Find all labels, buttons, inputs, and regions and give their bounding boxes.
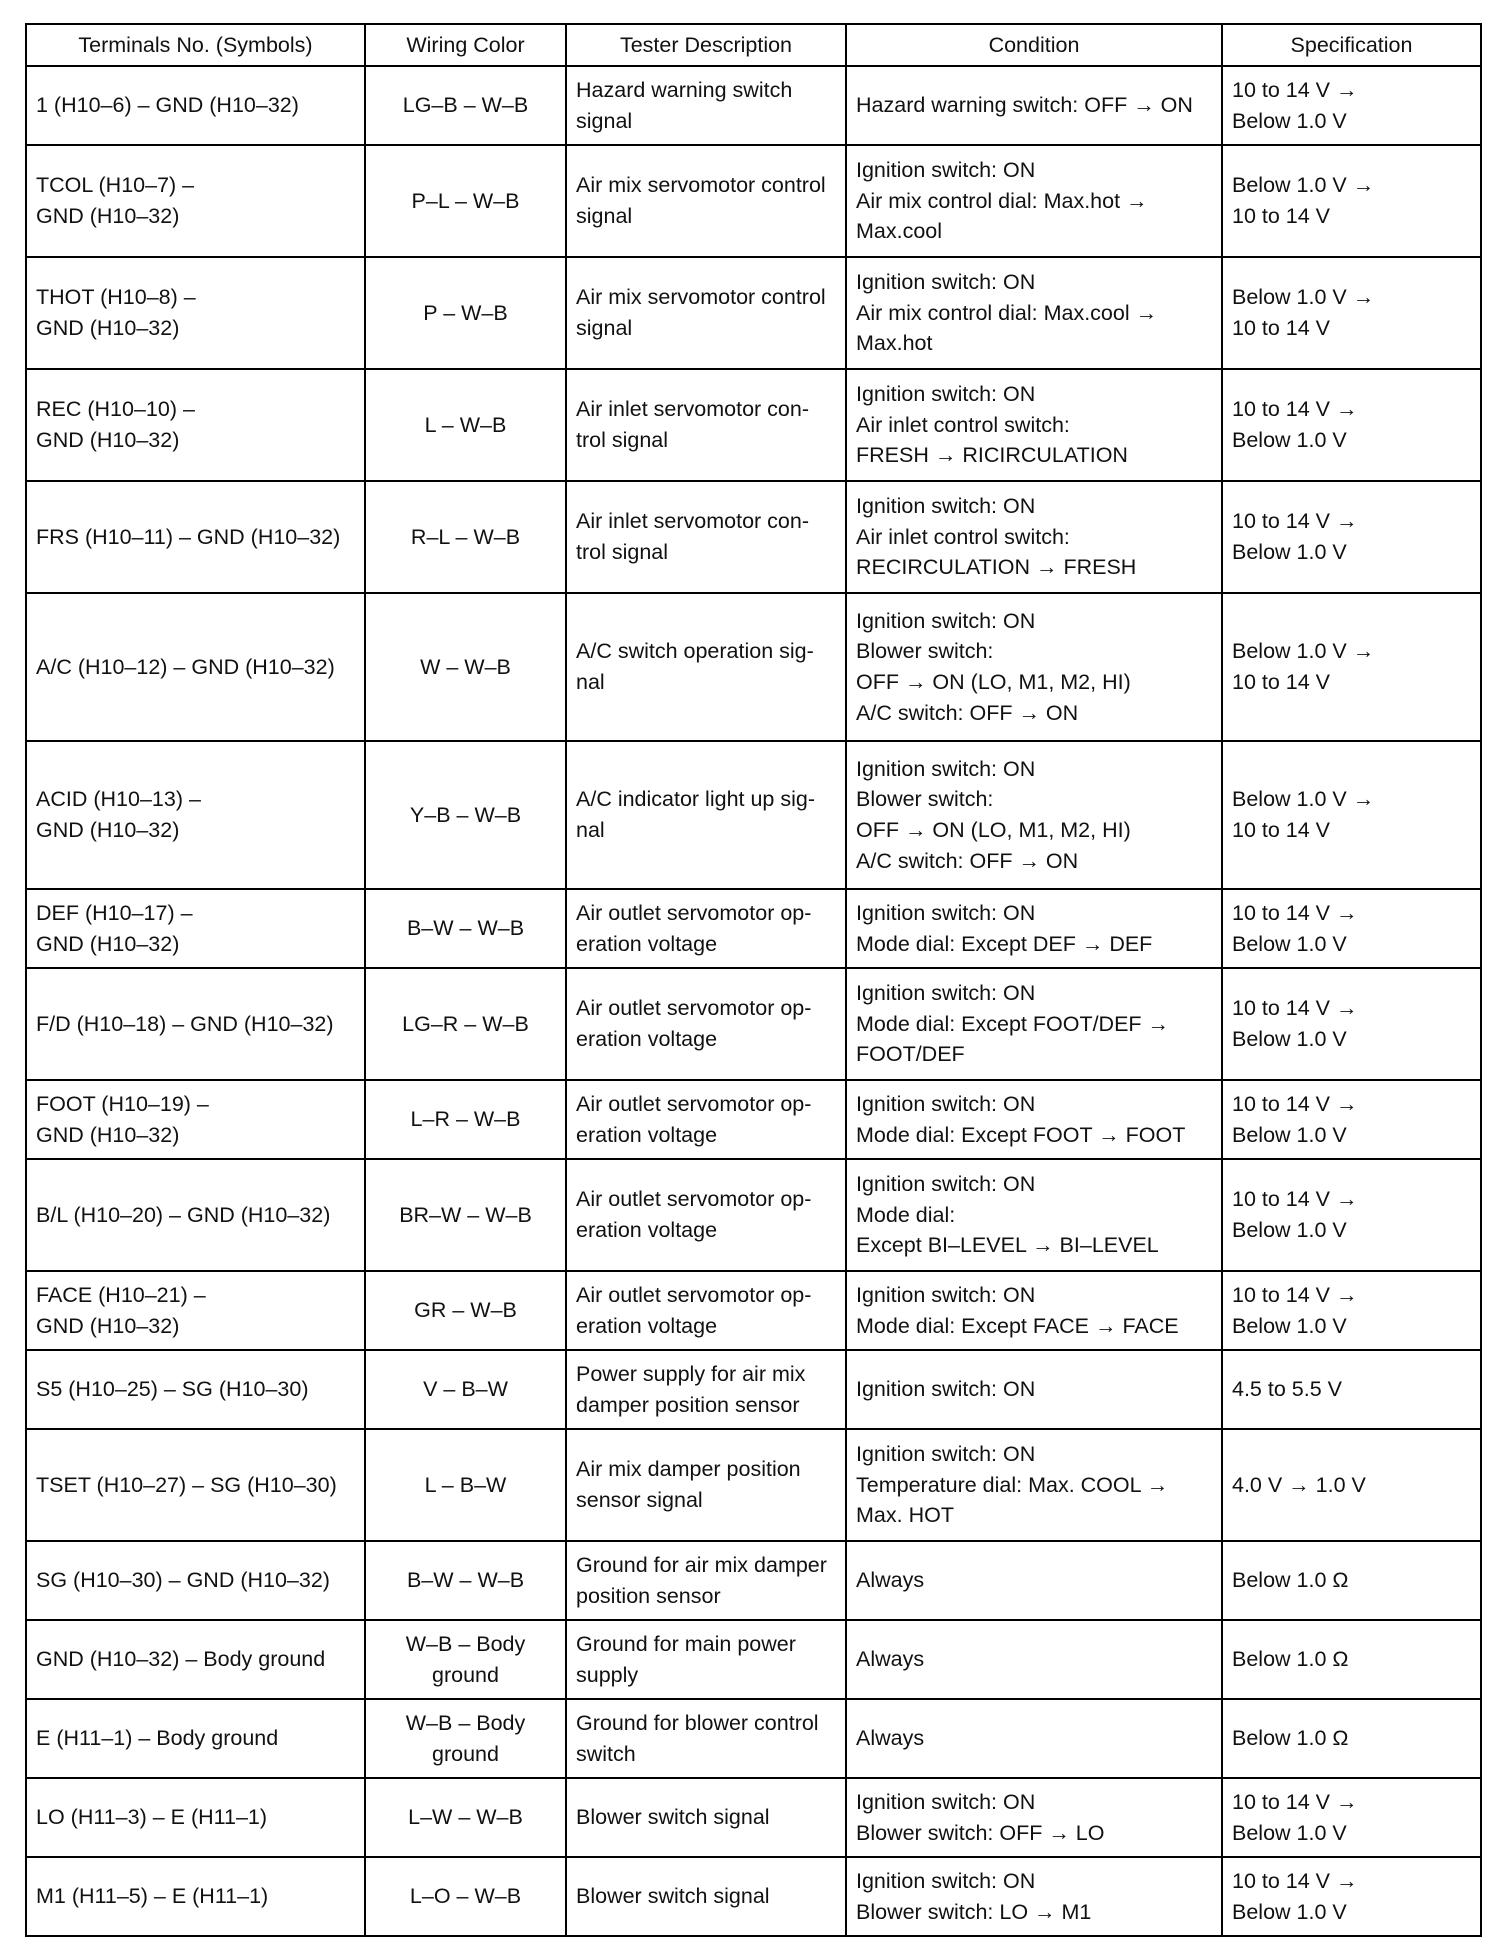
wiring-color-cell-line: W–B – Body [405,1631,526,1656]
tester-description-cell [566,1350,846,1429]
tester-description-cell [566,741,846,889]
terminal-cell [26,369,365,481]
specification-cell [1222,145,1481,257]
condition-cell-line: A/C switch: OFF → ON [856,700,1079,725]
terminal-cell-line: ACID (H10–13) – [36,787,201,812]
tester-description-cell-line: eration voltage [576,1313,718,1338]
wiring-color-cell-line: LG–B – W–B [402,93,529,118]
terminal-cell [26,257,365,369]
specification-cell [1222,1429,1481,1541]
condition-cell-line: Mode dial: Except FACE → FACE [856,1313,1179,1338]
tester-description-cell-line: eration voltage [576,1027,718,1051]
tester-description-cell-line: eration voltage [576,931,718,956]
wiring-color-cell-line: BR–W – W–B [399,1202,532,1227]
wiring-color-cell-line: GR – W–B [414,1298,517,1323]
specification-cell-line: 4.5 to 5.5 V [1232,1377,1342,1402]
condition-cell-line: Blower switch: [856,639,994,664]
tester-description-cell-line: sensor signal [576,1488,703,1512]
condition-cell [846,481,1222,593]
condition-cell-line: Always [856,1726,925,1751]
specification-cell-line: Below 1.0 Ω [1232,1647,1349,1672]
condition-cell-line: Max.hot [856,331,933,356]
table-row [26,1429,1481,1541]
tester-description-cell-line: eration voltage [576,1218,718,1242]
condition-cell-line: RECIRCULATION → FRESH [856,555,1137,580]
tester-description-cell-line: Air inlet servomotor con- [576,509,809,534]
table-row [26,1350,1481,1429]
wiring-color-cell [365,1080,566,1159]
tester-description-cell-line: Air inlet servomotor con- [576,397,809,422]
condition-cell [846,1271,1222,1350]
tester-description-cell-line: Hazard warning switch [576,77,793,102]
specification-cell [1222,1159,1481,1271]
wiring-color-cell-line: R–L – W–B [410,524,521,549]
terminal-cell-line: THOT (H10–8) – [36,285,196,310]
table-row [26,741,1481,889]
tester-description-cell-line: Ground for air mix damper [576,1552,827,1577]
terminal-cell-line: E (H11–1) – Body ground [36,1726,279,1751]
tester-description-cell-line: trol signal [576,540,669,564]
condition-cell-line: Blower switch: [856,787,994,812]
table-row [26,889,1481,968]
tester-description-cell [566,1857,846,1936]
specification-cell-line: Below 1.0 V → [1232,787,1375,812]
table-row [26,66,1481,145]
terminal-cell [26,889,365,968]
terminal-cell-line: REC (H10–10) – [36,397,195,422]
specification-cell-line: Below 1.0 Ω [1232,1726,1349,1751]
condition-cell-line: Ignition switch: ON [856,900,1036,925]
terminal-cell-line: GND (H10–32) [36,1313,180,1338]
wiring-color-cell-line: L–O – W–B [409,1884,522,1909]
tester-description-cell-line: A/C switch operation sig- [576,639,814,664]
tester-description-cell [566,1620,846,1699]
terminal-cell-line: S5 (H10–25) – SG (H10–30) [36,1377,309,1402]
specification-cell-line: 10 to 14 V → [1232,996,1358,1021]
specification-cell-line: 10 to 14 V → [1232,509,1358,534]
tester-description-cell-line: signal [576,204,633,228]
tester-description-cell-line: Ground for blower control [576,1710,819,1735]
condition-cell [846,1080,1222,1159]
terminal-cell-line: F/D (H10–18) – GND (H10–32) [36,1011,334,1036]
terminal-cell-line: 1 (H10–6) – GND (H10–32) [36,93,299,118]
tester-description-cell-line: signal [576,108,633,133]
condition-cell-line: Ignition switch: ON [856,1282,1036,1307]
wiring-color-cell-line: ground [432,1741,499,1766]
specification-cell-line: Below 1.0 V → [1232,639,1375,664]
tester-description-cell-line: Air outlet servomotor op- [576,900,812,925]
tester-description-cell-line: Air mix damper position [576,1457,801,1482]
condition-cell [846,889,1222,968]
wiring-color-cell [365,889,566,968]
wiring-color-cell [365,1778,566,1857]
tester-description-cell-line: Air mix servomotor control [576,285,826,310]
condition-cell [846,1699,1222,1778]
condition-cell-line: Ignition switch: ON [856,608,1036,633]
wiring-color-cell [365,66,566,145]
tester-description-cell-line: Power supply for air mix [576,1361,806,1386]
terminal-cell-line: GND (H10–32) [36,1122,180,1147]
specification-cell-line: Below 1.0 V [1232,540,1347,564]
condition-cell-line: OFF → ON (LO, M1, M2, HI) [856,818,1131,842]
terminal-cell [26,1429,365,1541]
condition-cell-line: Mode dial: [856,1202,956,1227]
tester-description-cell-line: supply [576,1662,639,1687]
tester-description-cell-line: Air outlet servomotor op- [576,1282,812,1307]
condition-cell [846,369,1222,481]
condition-cell-line: Except BI–LEVEL → BI–LEVEL [856,1233,1159,1258]
wiring-color-cell [365,481,566,593]
terminal-cell [26,1778,365,1857]
table-row [26,968,1481,1080]
header-row [26,24,1481,66]
condition-cell [846,968,1222,1080]
condition-cell-line: Ignition switch: ON [856,1442,1036,1467]
terminal-cell-line: GND (H10–32) – Body ground [36,1647,326,1672]
terminal-cell-line: M1 (H11–5) – E (H11–1) [36,1884,269,1909]
specification-cell-line: Below 1.0 V [1232,931,1347,956]
wiring-color-cell-line: P–L – W–B [411,188,520,213]
table-row [26,369,1481,481]
specification-cell-line: 10 to 14 V → [1232,1187,1358,1212]
wiring-color-cell [365,1429,566,1541]
table-row [26,145,1481,257]
tester-description-cell [566,66,846,145]
wiring-color-cell [365,1159,566,1271]
tester-description-cell [566,593,846,741]
condition-cell-line: Blower switch: LO → M1 [856,1899,1092,1924]
tester-description-cell [566,1429,846,1541]
wiring-color-cell [365,1350,566,1429]
condition-cell-line: Always [856,1647,925,1672]
condition-cell-line: Max.cool [856,219,943,244]
wiring-color-cell [365,1271,566,1350]
tester-description-cell-line: nal [576,670,605,694]
specification-cell [1222,481,1481,593]
terminal-cell [26,741,365,889]
specification-cell [1222,1857,1481,1936]
table-row [26,1620,1481,1699]
condition-cell [846,145,1222,257]
condition-cell-line: Air inlet control switch: [856,412,1070,437]
tester-description-cell-line: Air outlet servomotor op- [576,1187,812,1212]
tester-description-cell-line: signal [576,316,633,340]
table-row [26,1159,1481,1271]
header-wiring-color: Wiring Color [365,24,566,66]
table-row [26,481,1481,593]
specification-cell [1222,1620,1481,1699]
terminal-cell [26,1271,365,1350]
terminal-cell [26,1699,365,1778]
condition-cell-line: Temperature dial: Max. COOL → [856,1472,1169,1497]
specification-cell-line: 10 to 14 V → [1232,1282,1358,1307]
specification-cell-line: 10 to 14 V → [1232,1091,1358,1116]
wiring-color-cell [365,741,566,889]
header-terminals: Terminals No. (Symbols) [26,24,365,66]
terminal-cell-line: B/L (H10–20) – GND (H10–32) [36,1202,331,1227]
tester-description-cell [566,1271,846,1350]
tester-description-cell-line: eration voltage [576,1122,718,1147]
condition-cell [846,66,1222,145]
wiring-color-cell [365,369,566,481]
tester-description-cell-line: Ground for main power [576,1631,796,1656]
header-tester-description: Tester Description [566,24,846,66]
specification-cell-line: 10 to 14 V [1232,204,1331,228]
tester-description-cell-line: Air mix servomotor control [576,173,826,198]
condition-cell [846,1541,1222,1620]
terminal-cell [26,145,365,257]
tester-description-cell-line: Air outlet servomotor op- [576,996,812,1021]
condition-cell-line: Air mix control dial: Max.cool → [856,300,1158,325]
condition-cell-line: Ignition switch: ON [856,158,1036,183]
specification-cell [1222,1350,1481,1429]
condition-cell-line: Ignition switch: ON [856,382,1036,407]
tester-description-cell-line: switch [576,1741,636,1766]
specification-cell-line: Below 1.0 V [1232,428,1347,452]
terminal-cell-line: GND (H10–32) [36,818,180,842]
tester-description-cell [566,1541,846,1620]
tester-description-cell-line: Blower switch signal [576,1884,770,1909]
terminal-cell [26,1350,365,1429]
terminal-inspection-table [25,23,1482,1937]
tester-description-cell [566,1159,846,1271]
terminal-cell [26,1620,365,1699]
condition-cell [846,1350,1222,1429]
wiring-color-cell-line: B–W – W–B [406,1568,525,1593]
specification-cell-line: 10 to 14 V [1232,818,1331,842]
tester-description-cell [566,481,846,593]
tester-description-cell-line: A/C indicator light up sig- [576,787,815,812]
condition-cell-line: Blower switch: OFF → LO [856,1820,1105,1845]
terminal-cell-line: GND (H10–32) [36,204,180,228]
table-body [26,66,1481,1936]
specification-cell-line: Below 1.0 V [1232,1218,1347,1242]
wiring-color-cell [365,1699,566,1778]
condition-cell-line: Mode dial: Except DEF → DEF [856,931,1153,956]
terminal-cell [26,1159,365,1271]
tester-description-cell-line: position sensor [576,1583,721,1608]
terminal-cell-line: SG (H10–30) – GND (H10–32) [36,1568,330,1593]
tester-description-cell [566,145,846,257]
condition-cell-line: Mode dial: Except FOOT/DEF → [856,1011,1170,1036]
terminal-inspection-table-page [25,23,1480,1937]
table-row [26,1271,1481,1350]
wiring-color-cell-line: B–W – W–B [406,916,525,941]
condition-cell-line: Ignition switch: ON [856,1377,1036,1402]
condition-cell [846,1429,1222,1541]
wiring-color-cell-line: L – B–W [424,1472,507,1497]
specification-cell-line: Below 1.0 V [1232,108,1347,133]
terminal-cell-line: GND (H10–32) [36,931,180,956]
specification-cell-line: Below 1.0 V → [1232,285,1375,310]
header-condition: Condition [846,24,1222,66]
table-row [26,1699,1481,1778]
condition-cell [846,1778,1222,1857]
terminal-cell-line: DEF (H10–17) – [36,900,193,925]
specification-cell-line: 10 to 14 V → [1232,77,1358,102]
table-header [26,24,1481,66]
wiring-color-cell [365,1857,566,1936]
wiring-color-cell [365,145,566,257]
wiring-color-cell-line: P – W–B [423,300,508,325]
terminal-cell [26,66,365,145]
condition-cell [846,1159,1222,1271]
terminal-cell-line: TSET (H10–27) – SG (H10–30) [36,1472,337,1497]
specification-cell-line: 10 to 14 V → [1232,1868,1358,1893]
specification-cell-line: 10 to 14 V [1232,316,1331,340]
condition-cell-line: Ignition switch: ON [856,756,1036,781]
condition-cell-line: Max. HOT [856,1503,954,1528]
terminal-cell-line: GND (H10–32) [36,316,180,340]
condition-cell-line: Air inlet control switch: [856,524,1070,549]
terminal-cell-line: FRS (H10–11) – GND (H10–32) [36,524,341,549]
wiring-color-cell-line: ground [432,1662,499,1687]
condition-cell [846,741,1222,889]
wiring-color-cell-line: LG–R – W–B [402,1011,529,1036]
tester-description-cell-line: trol signal [576,428,669,452]
wiring-color-cell-line: L–R – W–B [410,1107,521,1132]
condition-cell-line: OFF → ON (LO, M1, M2, HI) [856,670,1131,694]
condition-cell-line: Ignition switch: ON [856,981,1036,1006]
terminal-cell [26,1080,365,1159]
tester-description-cell [566,257,846,369]
tester-description-cell [566,1778,846,1857]
condition-cell-line: Air mix control dial: Max.hot → [856,188,1148,213]
specification-cell-line: Below 1.0 Ω [1232,1568,1349,1593]
tester-description-cell-line: damper position sensor [576,1392,800,1417]
specification-cell-line: 10 to 14 V → [1232,397,1358,422]
specification-cell-line: Below 1.0 V [1232,1122,1347,1147]
specification-cell [1222,257,1481,369]
condition-cell-line: Ignition switch: ON [856,494,1036,519]
tester-description-cell [566,889,846,968]
terminal-cell-line: FACE (H10–21) – [36,1282,206,1307]
wiring-color-cell [365,1620,566,1699]
tester-description-cell [566,1080,846,1159]
wiring-color-cell-line: W–B – Body [405,1710,526,1735]
condition-cell-line: Always [856,1568,925,1593]
terminal-cell-line: A/C (H10–12) – GND (H10–32) [36,654,335,679]
specification-cell-line: Below 1.0 V [1232,1027,1347,1051]
specification-cell [1222,1271,1481,1350]
wiring-color-cell [365,593,566,741]
table-row [26,1541,1481,1620]
specification-cell-line: 10 to 14 V → [1232,900,1358,925]
condition-cell [846,593,1222,741]
table-row [26,593,1481,741]
condition-cell-line: Ignition switch: ON [856,1789,1036,1814]
terminal-cell-line: LO (H11–3) – E (H11–1) [36,1805,268,1830]
wiring-color-cell [365,1541,566,1620]
wiring-color-cell-line: Y–B – W–B [409,802,522,827]
wiring-color-cell [365,257,566,369]
tester-description-cell-line: Air outlet servomotor op- [576,1091,812,1116]
wiring-color-cell-line: L–W – W–B [408,1805,523,1830]
specification-cell [1222,593,1481,741]
table-row [26,1778,1481,1857]
header-specification: Specification [1222,24,1481,66]
tester-description-cell [566,1699,846,1778]
terminal-cell [26,1541,365,1620]
condition-cell [846,1620,1222,1699]
terminal-cell [26,968,365,1080]
specification-cell [1222,1778,1481,1857]
specification-cell-line: 10 to 14 V → [1232,1789,1358,1814]
tester-description-cell [566,968,846,1080]
wiring-color-cell [365,968,566,1080]
condition-cell-line: FRESH → RICIRCULATION [856,443,1128,468]
condition-cell-line: Ignition switch: ON [856,270,1036,295]
tester-description-cell [566,369,846,481]
specification-cell [1222,369,1481,481]
condition-cell [846,1857,1222,1936]
specification-cell [1222,968,1481,1080]
condition-cell-line: FOOT/DEF [856,1042,965,1067]
wiring-color-cell-line: V – B–W [423,1377,508,1402]
wiring-color-cell-line: L – W–B [424,412,507,437]
specification-cell [1222,1699,1481,1778]
specification-cell-line: 10 to 14 V [1232,670,1331,694]
specification-cell-line: Below 1.0 V [1232,1820,1347,1845]
condition-cell-line: Hazard warning switch: OFF → ON [856,93,1193,118]
terminal-cell-line: TCOL (H10–7) – [36,173,195,198]
condition-cell [846,257,1222,369]
specification-cell-line: Below 1.0 V → [1232,173,1375,198]
condition-cell-line: Ignition switch: ON [856,1868,1036,1893]
tester-description-cell-line: Blower switch signal [576,1805,770,1830]
table-row [26,1857,1481,1936]
specification-cell [1222,1541,1481,1620]
condition-cell-line: Ignition switch: ON [856,1172,1036,1197]
specification-cell [1222,1080,1481,1159]
specification-cell [1222,741,1481,889]
specification-cell-line: Below 1.0 V [1232,1899,1347,1924]
terminal-cell [26,1857,365,1936]
specification-cell-line: 4.0 V → 1.0 V [1232,1472,1366,1497]
tester-description-cell-line: nal [576,818,605,842]
condition-cell-line: Mode dial: Except FOOT → FOOT [856,1122,1186,1147]
specification-cell [1222,889,1481,968]
condition-cell-line: A/C switch: OFF → ON [856,848,1079,873]
table-row [26,1080,1481,1159]
terminal-cell-line: FOOT (H10–19) – [36,1091,209,1116]
specification-cell-line: Below 1.0 V [1232,1313,1347,1338]
condition-cell-line: Ignition switch: ON [856,1091,1036,1116]
terminal-cell-line: GND (H10–32) [36,428,180,452]
terminal-cell [26,593,365,741]
table-row [26,257,1481,369]
terminal-cell [26,481,365,593]
specification-cell [1222,66,1481,145]
wiring-color-cell-line: W – W–B [420,654,511,679]
